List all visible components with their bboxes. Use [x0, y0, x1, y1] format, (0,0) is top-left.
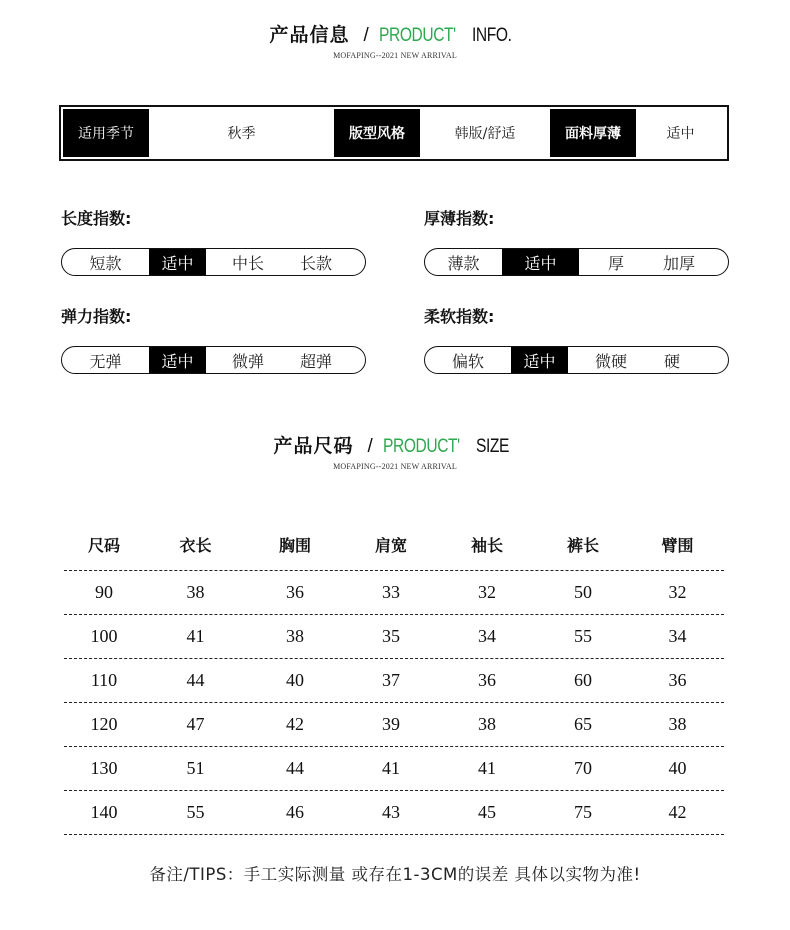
length-option-medium: 适中: [149, 249, 206, 275]
header-pants-length: 裤长: [566, 535, 599, 555]
elasticity-option-super: 超弹: [300, 351, 333, 371]
cell-length: 55: [186, 802, 205, 822]
measurement-tips: 备注/TIPS：手工实际测量 或存在1-3CM的误差 具体以实物为准!: [149, 865, 641, 884]
cell-size: 110: [90, 670, 118, 690]
cell-sleeve: 32: [478, 582, 496, 602]
cell-chest: 46: [286, 802, 304, 822]
attr-value-season: 秋季: [149, 109, 334, 157]
cell-pants-length: 65: [574, 714, 592, 734]
cell-arm: 32: [668, 582, 687, 602]
cell-pants-length: 60: [574, 670, 592, 690]
length-option-long: 长款: [300, 253, 333, 273]
table-row: [64, 791, 724, 835]
elasticity-option-none: 无弹: [89, 351, 122, 371]
cell-length: 41: [186, 626, 205, 646]
cell-arm: 40: [668, 758, 687, 778]
thickness-option-extra-thick: 加厚: [663, 253, 696, 273]
cell-length: 44: [186, 670, 205, 690]
cell-size: 100: [90, 626, 118, 646]
softness-index: [424, 304, 729, 374]
cell-chest: 36: [286, 582, 304, 602]
cell-length: 51: [186, 758, 205, 778]
softness-option-slightly-hard: 微硬: [594, 351, 627, 371]
attr-value-fabric-thickness: 适中: [636, 109, 725, 157]
softness-index-scale: [424, 346, 729, 374]
cell-sleeve: 45: [478, 802, 496, 822]
thickness-index-scale: [424, 248, 729, 276]
length-index: [61, 206, 366, 276]
header-shoulder: 肩宽: [374, 535, 407, 555]
elasticity-index-scale: [61, 346, 366, 374]
cell-pants-length: 55: [574, 626, 592, 646]
table-header-row: [64, 518, 724, 570]
product-size-subtitle: MOFAPING--2021 NEW ARRIVAL: [333, 462, 457, 471]
cell-shoulder: 41: [382, 758, 400, 778]
length-index-scale: [61, 248, 366, 276]
product-size-title-en-green: PRODUCT': [382, 436, 460, 457]
thickness-option-thick: 厚: [607, 253, 624, 273]
table-row: [64, 571, 724, 615]
header-arm: 臂围: [661, 535, 694, 555]
thickness-option-thin: 薄款: [447, 253, 480, 273]
thickness-index-title: 厚薄指数:: [424, 209, 495, 228]
table-row: [64, 659, 724, 703]
length-option-short: 短款: [89, 253, 122, 273]
cell-size: 120: [90, 714, 118, 734]
product-info-title-cn: 产品信息: [269, 24, 350, 46]
table-row: [64, 615, 724, 659]
cell-chest: 40: [286, 670, 304, 690]
cell-pants-length: 70: [574, 758, 592, 778]
cell-shoulder: 39: [382, 714, 400, 734]
attr-label-season: 适用季节: [63, 109, 149, 157]
elasticity-option-medium: 适中: [149, 347, 206, 373]
cell-sleeve: 38: [478, 714, 496, 734]
size-table: [64, 518, 724, 835]
attr-value-style: 韩版/舒适: [420, 109, 550, 157]
cell-sleeve: 34: [478, 626, 496, 646]
cell-size: 140: [90, 802, 118, 822]
cell-chest: 38: [286, 626, 304, 646]
header-sleeve: 袖长: [470, 535, 503, 555]
product-size-title-en-black: SIZE: [476, 436, 510, 457]
length-index-title: 长度指数:: [61, 209, 132, 228]
cell-length: 38: [186, 582, 205, 602]
thickness-index: [424, 206, 729, 276]
product-size-title-cn: 产品尺码: [273, 435, 354, 457]
thickness-option-medium: 适中: [502, 249, 579, 275]
cell-chest: 42: [286, 714, 304, 734]
elasticity-index: [61, 304, 366, 374]
cell-shoulder: 33: [382, 582, 400, 602]
cell-arm: 38: [668, 714, 687, 734]
cell-shoulder: 37: [382, 670, 400, 690]
cell-pants-length: 75: [574, 802, 592, 822]
title-slash: /: [367, 436, 373, 457]
cell-shoulder: 43: [382, 802, 400, 822]
elasticity-option-slight: 微弹: [231, 351, 264, 371]
elasticity-index-title: 弹力指数:: [61, 307, 132, 326]
cell-pants-length: 50: [574, 582, 592, 602]
product-info-header: [0, 20, 790, 60]
product-info-subtitle: MOFAPING--2021 NEW ARRIVAL: [333, 51, 457, 60]
cell-length: 47: [186, 714, 205, 734]
cell-shoulder: 35: [382, 626, 400, 646]
product-attributes-box: [59, 105, 729, 161]
softness-option-medium: 适中: [511, 347, 568, 373]
length-option-mid-long: 中长: [231, 253, 264, 273]
cell-size: 90: [95, 582, 113, 602]
product-info-title-en-green: PRODUCT': [378, 25, 456, 46]
softness-index-title: 柔软指数:: [424, 307, 495, 326]
table-row: [64, 703, 724, 747]
cell-arm: 34: [668, 626, 687, 646]
cell-size: 130: [90, 758, 118, 778]
header-chest: 胸围: [278, 535, 311, 555]
title-slash: /: [363, 25, 369, 46]
table-row: [64, 747, 724, 791]
product-info-title-en-black: INFO.: [472, 25, 512, 46]
cell-chest: 44: [286, 758, 304, 778]
cell-arm: 42: [668, 802, 687, 822]
attr-label-style: 版型风格: [334, 109, 420, 157]
cell-sleeve: 41: [478, 758, 496, 778]
header-size: 尺码: [87, 535, 120, 555]
cell-arm: 36: [668, 670, 687, 690]
softness-option-hard: 硬: [664, 351, 681, 371]
attr-label-fabric-thickness: 面料厚薄: [550, 109, 636, 157]
product-size-header: [0, 431, 790, 471]
header-length: 衣长: [179, 535, 212, 555]
cell-sleeve: 36: [478, 670, 496, 690]
softness-option-soft: 偏软: [451, 351, 484, 371]
